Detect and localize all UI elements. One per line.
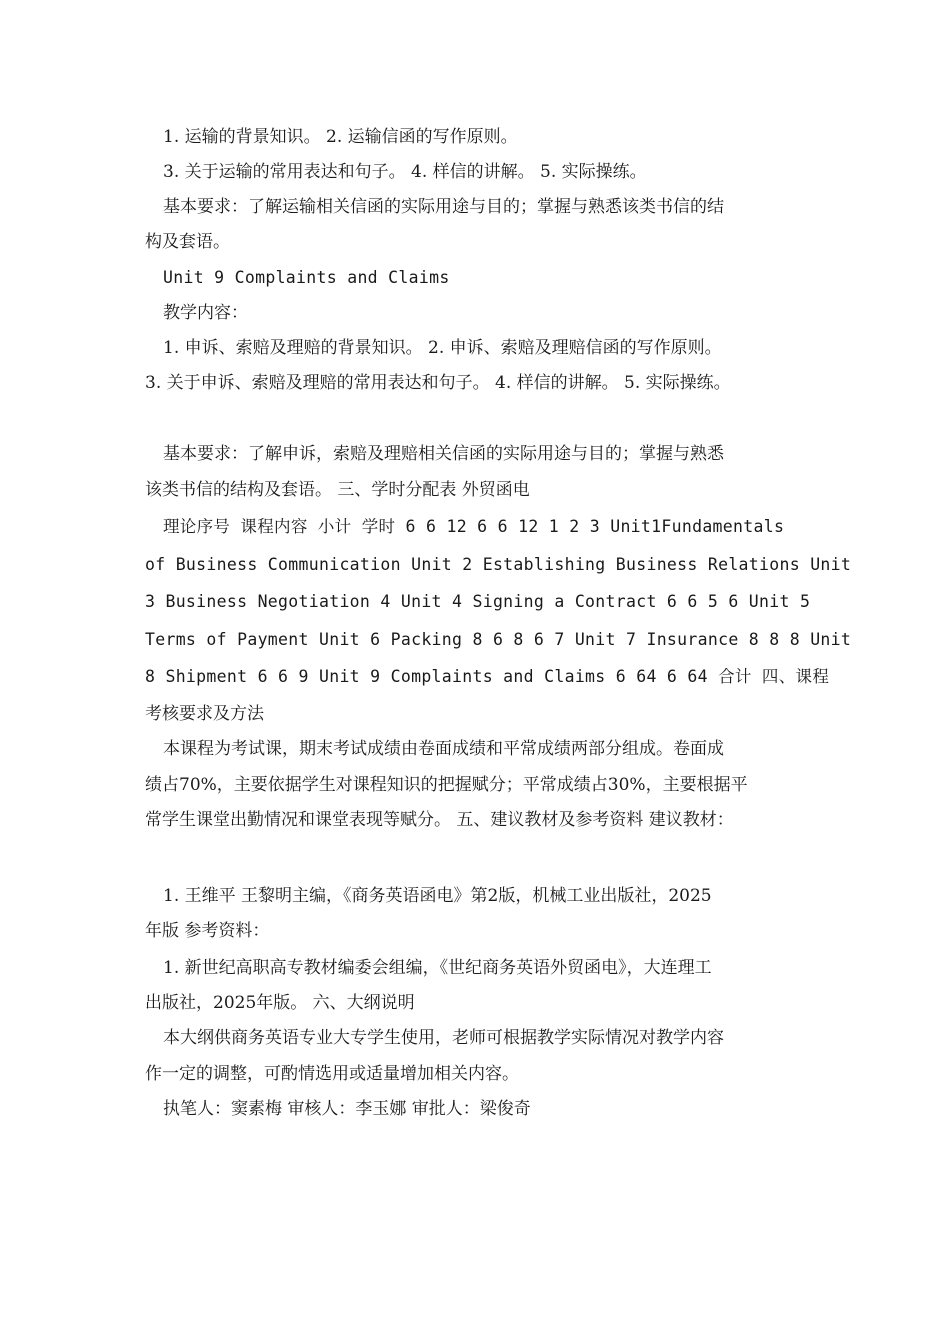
text-line: 构及套语。 xyxy=(145,232,230,252)
text-line: 3. 关于运输的常用表达和句子。 4. 样信的讲解。 5. 实际操练。 xyxy=(163,162,647,182)
schedule-text-line: 理论序号 课程内容 小计 学时 6 6 12 6 6 12 1 2 3 Unit1Fundamentals xyxy=(163,517,785,536)
textbook-line: 1. 王维平 王黎明主编，《商务英语函电》第2版，机械工业出版社，2025 xyxy=(163,886,712,906)
text-line: 1. 申诉、索赔及理赔的背景知识。 2. 申诉、索赔及理赔信函的写作原则。 xyxy=(163,338,722,358)
section-label: 教学内容： xyxy=(163,303,248,323)
schedule-text-line: of Business Communication Unit 2 Establishing Business Relations Unit xyxy=(145,555,852,574)
text-line: 作一定的调整，可酌情选用或适量增加相关内容。 xyxy=(145,1064,519,1084)
signature-line: 执笔人：窦素梅 审核人：李玉娜 审批人：梁俊奇 xyxy=(163,1099,531,1119)
text-line: 基本要求：了解申诉，索赔及理赔相关信函的实际用途与目的；掌握与熟悉 xyxy=(163,444,724,464)
text-line: 年版 参考资料： xyxy=(145,921,270,941)
text-line: 1. 运输的背景知识。 2. 运输信函的写作原则。 xyxy=(163,127,518,147)
text-line: 常学生课堂出勤情况和课堂表现等赋分。 五、建议教材及参考资料 建议教材： xyxy=(145,810,734,830)
schedule-text-line: 8 Shipment 6 6 9 Unit 9 Complaints and Claims 6 64 6 64 合计 四、课程 xyxy=(145,667,830,686)
schedule-text-line: Terms of Payment Unit 6 Packing 8 6 8 6 7 Unit 7 Insurance 8 8 8 Unit xyxy=(145,630,852,649)
text-line: 3. 关于申诉、索赔及理赔的常用表达和句子。 4. 样信的讲解。 5. 实际操练。 xyxy=(145,373,731,393)
text-line: 考核要求及方法 xyxy=(145,704,264,724)
text-line: 绩占70%，主要依据学生对课程知识的把握赋分；平常成绩占30%，主要根据平 xyxy=(145,775,748,795)
text-line: 出版社，2025年版。 六、大纲说明 xyxy=(145,993,415,1013)
text-line: 本课程为考试课，期末考试成绩由卷面成绩和平常成绩两部分组成。卷面成 xyxy=(163,739,724,759)
schedule-text-line: 3 Business Negotiation 4 Unit 4 Signing a Contract 6 6 5 6 Unit 5 xyxy=(145,592,811,611)
unit-heading: Unit 9 Complaints and Claims xyxy=(163,268,450,287)
reference-line: 1. 新世纪高职高专教材编委会组编，《世纪商务英语外贸函电》，大连理工 xyxy=(163,958,712,978)
text-line: 基本要求：了解运输相关信函的实际用途与目的；掌握与熟悉该类书信的结 xyxy=(163,197,724,217)
text-line: 本大纲供商务英语专业大专学生使用，老师可根据教学实际情况对教学内容 xyxy=(163,1028,724,1048)
text-line: 该类书信的结构及套语。 三、学时分配表 外贸函电 xyxy=(145,480,530,500)
